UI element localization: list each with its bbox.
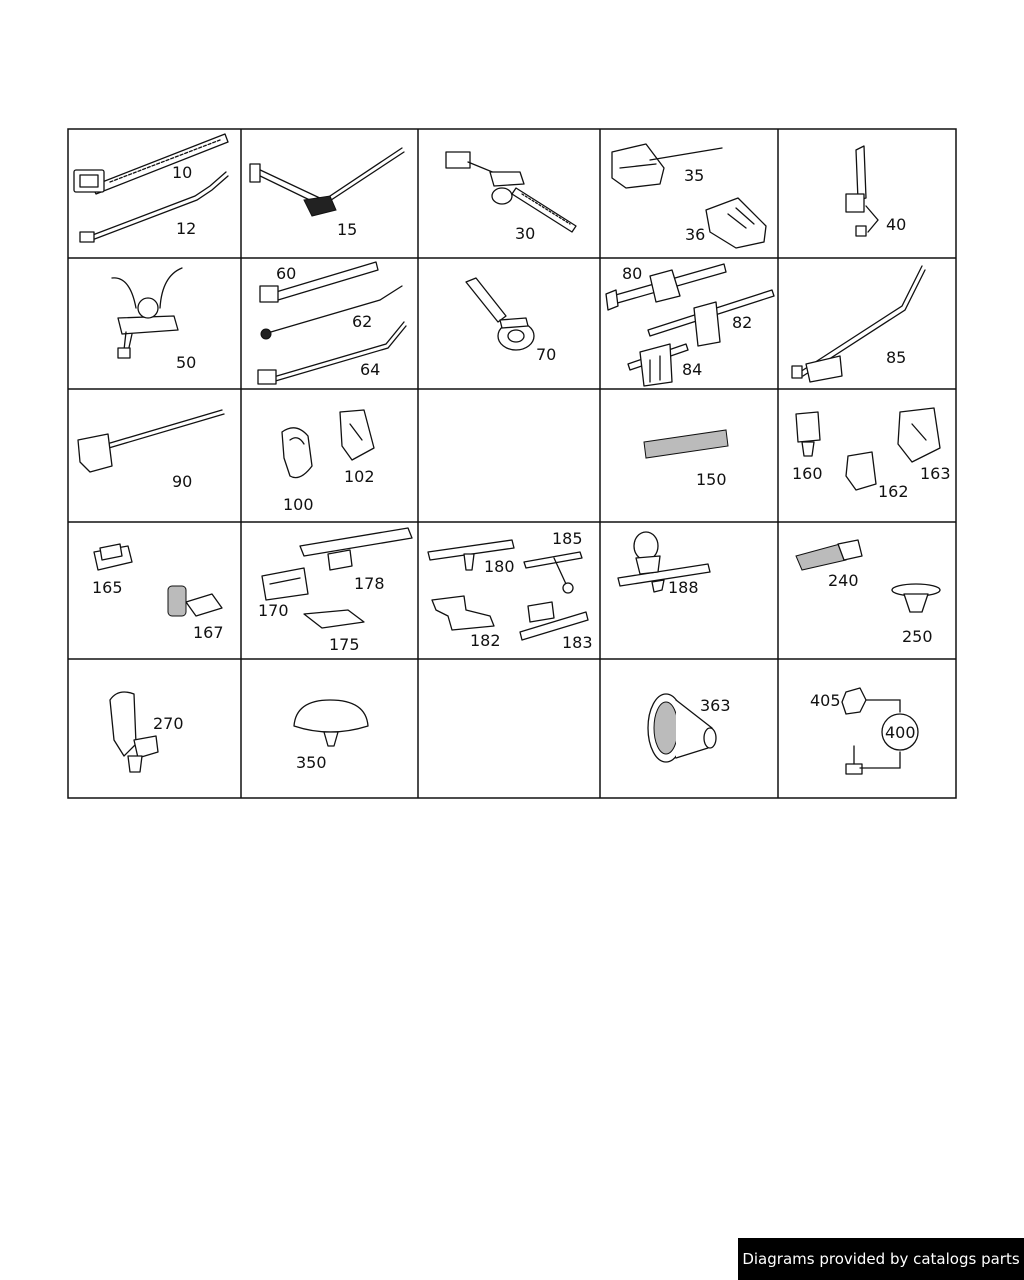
foam-pad-150-drawing (644, 430, 728, 458)
callout-90: 90 (172, 472, 193, 491)
callout-82: 82 (732, 313, 753, 332)
stud-160-drawing (796, 412, 820, 456)
rail-178-drawing (300, 528, 412, 570)
footer-credit: Diagrams provided by catalogs parts (738, 1238, 1024, 1280)
cable-tie-10-drawing (74, 134, 228, 194)
edge-clip-35-drawing (612, 144, 722, 188)
callout-167: 167 (193, 623, 224, 642)
clip-84-drawing (628, 344, 688, 386)
grommet-240-drawing (796, 540, 862, 570)
cable-tie-90-drawing (78, 410, 224, 472)
callout-180: 180 (484, 557, 515, 576)
callout-363: 363 (700, 696, 731, 715)
callout-102: 102 (344, 467, 375, 486)
callout-400: 400 (885, 723, 916, 742)
edge-clip-36-drawing (706, 198, 766, 248)
callout-30: 30 (515, 224, 536, 243)
callout-188: 188 (668, 578, 699, 597)
callout-163: 163 (920, 464, 951, 483)
harness-bracket-50-drawing (112, 268, 182, 358)
callout-185: 185 (552, 529, 583, 548)
callout-62: 62 (352, 312, 373, 331)
clip-165-drawing (94, 544, 132, 570)
callout-350: 350 (296, 753, 327, 772)
callout-270: 270 (153, 714, 184, 733)
strap-clip-40-drawing (846, 146, 878, 236)
callout-183: 183 (562, 633, 593, 652)
callout-162: 162 (878, 482, 909, 501)
callout-160: 160 (792, 464, 823, 483)
callout-250: 250 (902, 627, 933, 646)
callout-165: 165 (92, 578, 123, 597)
push-mount-tie-30-drawing (446, 152, 576, 232)
callout-64: 64 (360, 360, 381, 379)
callout-60: 60 (276, 264, 297, 283)
callout-35: 35 (684, 166, 705, 185)
callout-178: 178 (354, 574, 385, 593)
callout-12: 12 (176, 219, 197, 238)
clip-167-drawing (168, 586, 222, 616)
clip-185-drawing (524, 552, 582, 593)
clip-250-drawing (892, 584, 940, 612)
callout-150: 150 (696, 470, 727, 489)
callout-70: 70 (536, 345, 557, 364)
clip-163-drawing (898, 408, 940, 462)
clip-102-drawing (340, 410, 374, 460)
callout-50: 50 (176, 353, 197, 372)
cable-tie-15-drawing (250, 148, 404, 216)
cable-tie-64-drawing (258, 322, 406, 384)
clip-175-drawing (304, 610, 364, 628)
clip-170-drawing (262, 568, 308, 600)
strap-clip-70-drawing (466, 278, 534, 350)
callout-85: 85 (886, 348, 907, 367)
callout-36: 36 (685, 225, 706, 244)
callout-405: 405 (810, 691, 841, 710)
callout-240: 240 (828, 571, 859, 590)
plug-350-drawing (294, 700, 368, 746)
clip-270-drawing (110, 692, 158, 772)
callout-84: 84 (682, 360, 703, 379)
callout-100: 100 (283, 495, 314, 514)
clip-162-drawing (846, 452, 876, 490)
callout-15: 15 (337, 220, 358, 239)
callout-182: 182 (470, 631, 501, 650)
clip-100-drawing (282, 428, 312, 478)
callout-170: 170 (258, 601, 289, 620)
callout-175: 175 (329, 635, 360, 654)
callout-10: 10 (172, 163, 193, 182)
clip-182-drawing (432, 596, 494, 630)
callout-40: 40 (886, 215, 907, 234)
callout-80: 80 (622, 264, 643, 283)
